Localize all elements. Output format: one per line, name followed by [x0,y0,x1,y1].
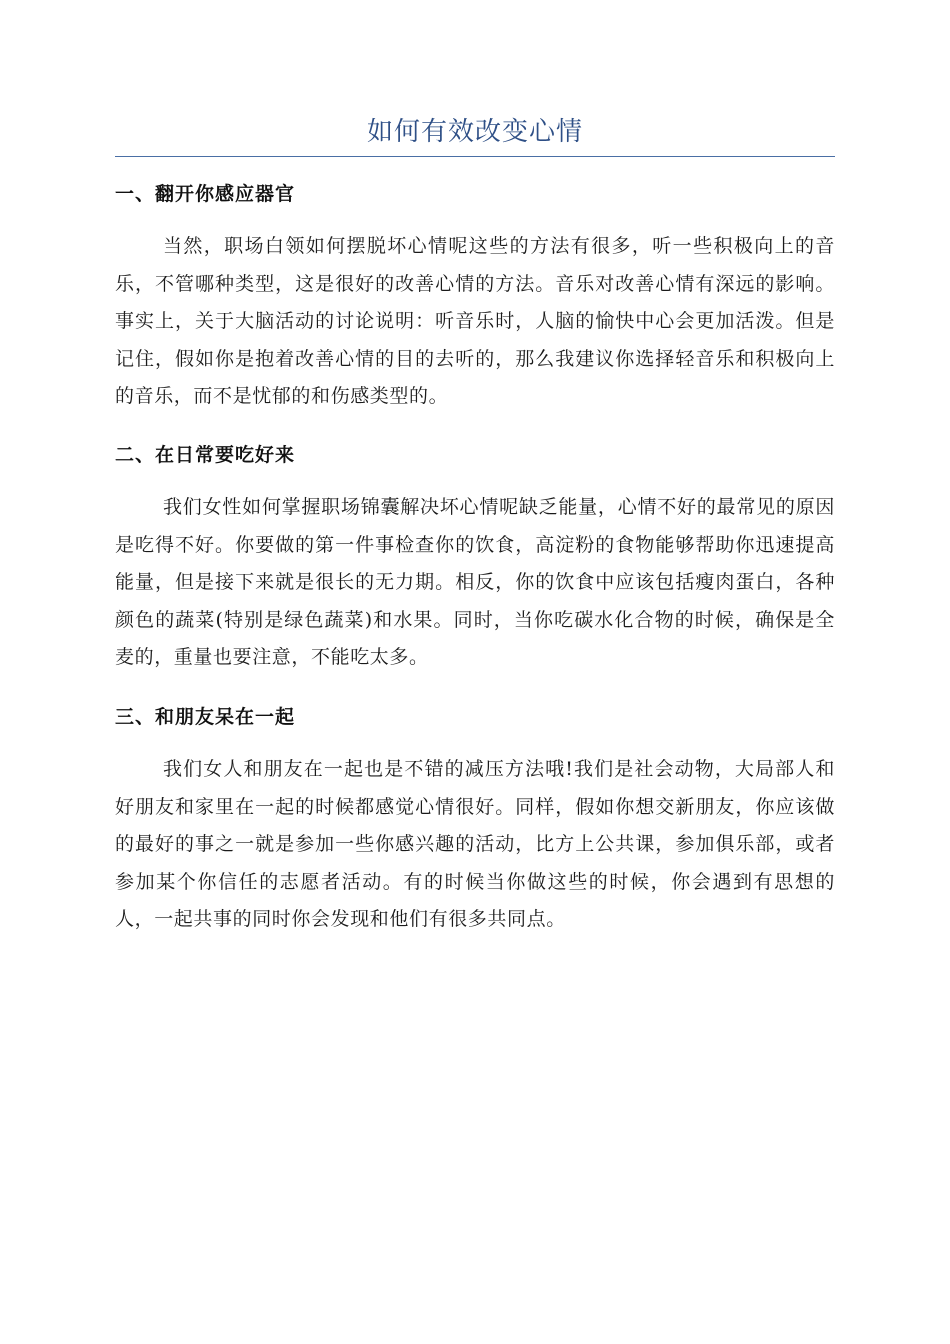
section-heading-1: 一、翻开你感应器官 [115,183,296,205]
document-title: 如何有效改变心情 [366,117,583,147]
section-paragraph-2: 我们女性如何掌握职场锦囊解决坏心情呢缺乏能量，心情不好的最常见的原因是吃得不好。你要做的第一件事检查你的饮食，高淀粉的食物能够帮助你迅速提高能量，但是接下来就是很长的无力期。相反，你的饮食中应该包括瘦肉蛋白，各种颜色的蔬菜(特别是绿色蔬菜)和水果。同时，当你吃碳水化合物的时候，确保是全麦的，重量也要注意，不能吃太多。 [115,496,835,668]
section-heading-2: 二、在日常要吃好来 [115,444,296,466]
title-block [115,112,835,157]
section-paragraph-1: 当然，职场白领如何摆脱坏心情呢这些的方法有很多，听一些积极向上的音乐，不管哪种类型，这是很好的改善心情的方法。音乐对改善心情有深远的影响。事实上，关于大脑活动的讨论说明：听音乐时，人脑的愉快中心会更加活泼。但是记住，假如你是抱着改善心情的目的去听的，那么我建议你选择轻音乐和积极向上的音乐，而不是忧郁的和伤感类型的。 [115,235,835,407]
section-heading-3: 三、和朋友呆在一起 [115,706,296,728]
section-paragraph-3: 我们女人和朋友在一起也是不错的减压方法哦!我们是社会动物，大局部人和好朋友和家里在一起的时候都感觉心情很好。同样，假如你想交新朋友，你应该做的最好的事之一就是参加一些你感兴趣的活动，比方上公共课，参加俱乐部，或者参加某个你信任的志愿者活动。有的时候当你做这些的时候，你会遇到有思想的人，一起共事的同时你会发现和他们有很多共同点。 [115,758,835,930]
